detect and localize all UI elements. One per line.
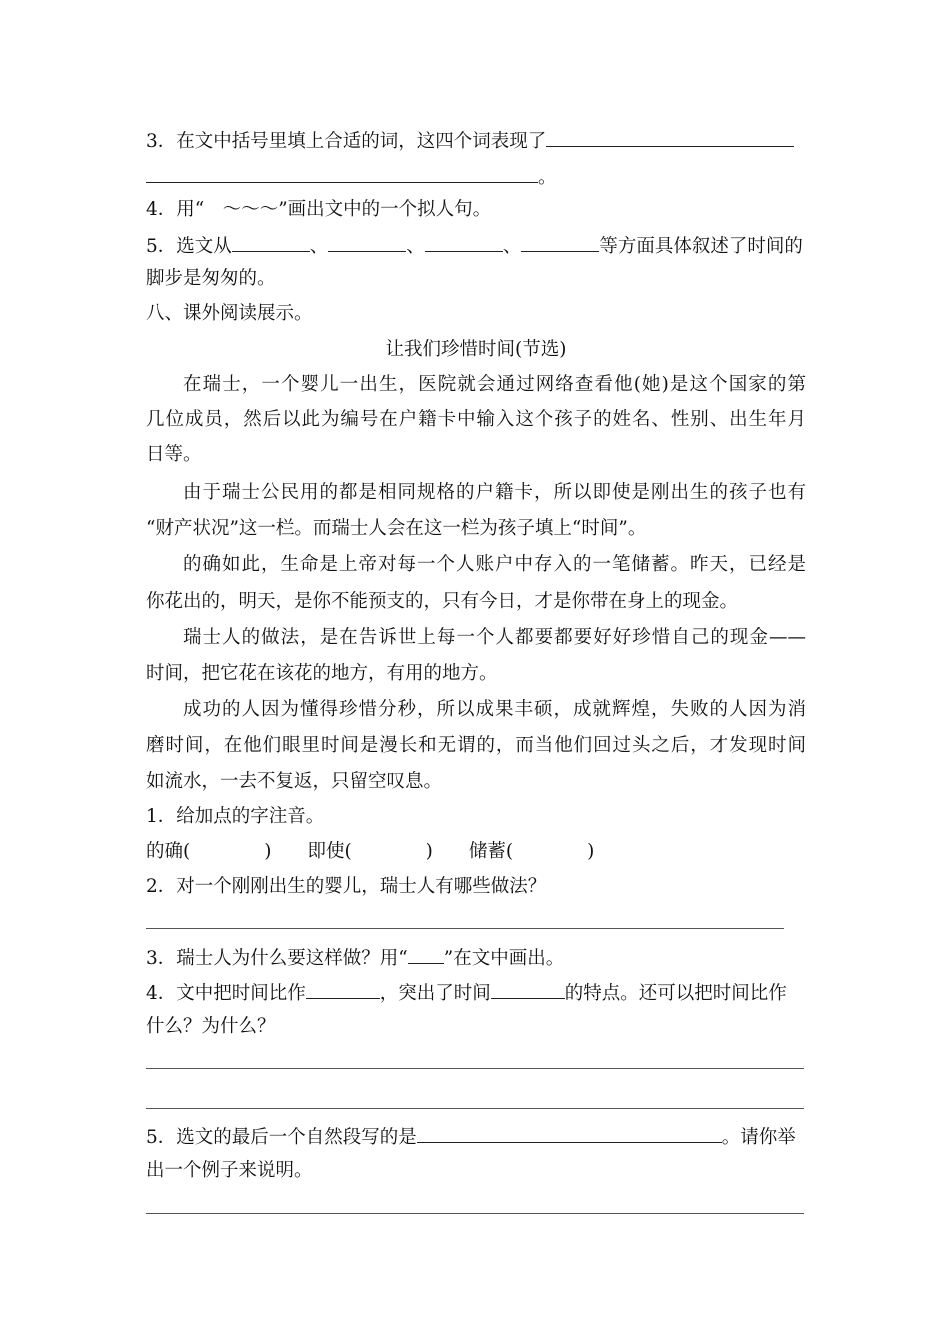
- q4-blank-1[interactable]: [306, 980, 380, 999]
- pinyin-item-2: 即使(: [307, 841, 352, 862]
- reading-q2: 2．对一个刚刚出生的婴儿，瑞士人有哪些做法？: [146, 876, 547, 897]
- q4-answer-line-2[interactable]: [146, 1108, 804, 1109]
- reading-q5: [146, 1124, 806, 1149]
- reading-q4-end: 的特点。还可以把时间比作: [564, 983, 787, 1004]
- q3-answer-blank-1[interactable]: [546, 128, 794, 147]
- paragraph-5-line-3: 如流水，一去不复返，只留空叹息。: [146, 771, 443, 792]
- q5-sep-1: 、: [309, 236, 329, 257]
- q3-underline-sample: [408, 945, 444, 964]
- q5-sep-2: 、: [406, 236, 425, 257]
- q5-blank-3[interactable]: [425, 233, 503, 252]
- q5-answer-line[interactable]: [146, 1213, 804, 1214]
- paragraph-2-line-2: “财产状况”这一栏。而瑞士人会在这一栏为孩子填上“时间”。: [146, 518, 647, 539]
- q5-end: 等方面具体叙述了时间的: [599, 236, 803, 257]
- reading-q1-items: [146, 841, 806, 863]
- q5-line-2: 脚步是匆匆的。: [146, 268, 276, 289]
- pinyin-close-1: ): [264, 841, 272, 862]
- q5-blank-1[interactable]: [232, 233, 310, 252]
- q5-blank-4[interactable]: [521, 233, 599, 252]
- reading-q3-end: ”在文中画出。: [443, 948, 565, 969]
- article-title: 让我们珍惜时间(节选): [385, 339, 567, 360]
- q3-line-2: [146, 164, 806, 189]
- pinyin-close-2: ): [425, 841, 433, 862]
- reading-q5-end: 。请你举: [721, 1127, 796, 1148]
- q5-reading-blank[interactable]: [417, 1124, 722, 1143]
- reading-q3-start: 3．瑞士人为什么要这样做？用“: [146, 948, 408, 969]
- paragraph-1-line-2: 几位成员，然后以此为编号在户籍卡中输入这个孩子的姓名、性别、出生年月: [146, 409, 806, 430]
- reading-q4-start: 4．文中把时间比作: [146, 983, 306, 1004]
- reading-q4-mid: ，突出了时间: [379, 983, 491, 1004]
- section-heading: 八、课外阅读展示。: [146, 303, 313, 324]
- q5-start: 5．选文从: [146, 236, 232, 257]
- reading-q5-line-2: 出一个例子来说明。: [146, 1160, 313, 1181]
- q3-end: 。: [538, 167, 557, 188]
- q5-sep-3: 、: [502, 236, 522, 257]
- paragraph-2-line-1: 由于瑞士公民用的都是相同规格的户籍卡，所以即使是刚出生的孩子也有: [183, 482, 806, 503]
- paragraph-4-line-1: 瑞士人的做法，是在告诉世上每一个人都要都要好好珍惜自己的现金——: [183, 627, 806, 648]
- reading-q5-start: 5．选文的最后一个自然段写的是: [146, 1127, 417, 1148]
- q2-answer-line[interactable]: [146, 928, 784, 929]
- q3-answer-blank-2[interactable]: [146, 164, 538, 183]
- q3-line: [146, 128, 806, 153]
- q5-blank-2[interactable]: [328, 233, 406, 252]
- pinyin-item-3: 储蓄(: [468, 841, 514, 862]
- q4-answer-line-1[interactable]: [146, 1068, 804, 1069]
- pinyin-close-3: ): [587, 841, 595, 862]
- paragraph-1-line-3: 日等。: [146, 444, 202, 465]
- q3-text: 3．在文中括号里填上合适的词，这四个词表现了: [146, 131, 547, 152]
- reading-q1: 1．给加点的字注音。: [146, 806, 325, 827]
- paragraph-5-line-2: 磨时间，在他们眼里时间是漫长和无谓的，而当他们回过头之后，才发现时间: [146, 735, 806, 756]
- q4-blank-2[interactable]: [491, 980, 565, 999]
- q4-line: 4．用“ ～～～”画出文中的一个拟人句。: [146, 199, 492, 220]
- paragraph-3-line-1: 的确如此，生命是上帝对每一个人账户中存入的一笔储蓄。昨天，已经是: [183, 554, 806, 575]
- reading-q3: [146, 945, 806, 970]
- paragraph-1-line-1: 在瑞士，一个婴儿一出生，医院就会通过网络查看他(她)是这个国家的第: [183, 374, 806, 395]
- paragraph-4-line-2: 时间，把它花在该花的地方，有用的地方。: [146, 663, 498, 684]
- paragraph-5-line-1: 成功的人因为懂得珍惜分秒，所以成果丰硕，成就辉煌，失败的人因为消: [183, 699, 806, 720]
- reading-q4-line-2: 什么？为什么？: [146, 1016, 276, 1037]
- pinyin-item-1: 的确(: [146, 841, 191, 862]
- reading-q4: [146, 980, 806, 1005]
- q5-line: [146, 233, 806, 258]
- paragraph-3-line-2: 你花出的，明天，是你不能预支的，只有今日，才是你带在身上的现金。: [146, 591, 739, 612]
